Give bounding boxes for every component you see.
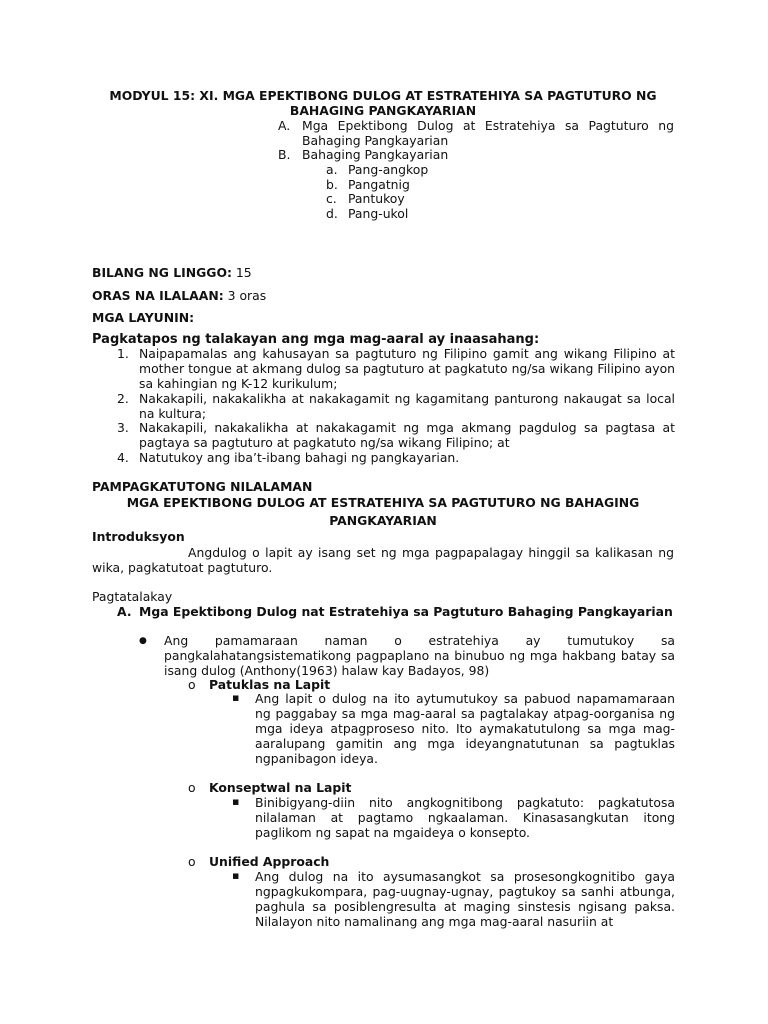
linggo-line [92,265,252,280]
objective-item-1: Naipapamalas ang kahusayan sa pagtuturo ng Filipino gamit ang wikang Filipino at mother tongue at akmang dulog sa pagtuturo at pagkatuto ng/sa wikang Filipino ayon sa kahingian ng K-12 kurikulum; [139,346,675,391]
intro-text: Angdulog o lapit ay isang set ng mga pagpapalagay hinggil sa kalikasan ng wika, pagkatutoat pagtuturo. [92,545,674,575]
sub-outline-item: Pang-ukol [348,206,409,221]
oras-line [92,288,266,303]
sub-outline-item: Pangatnig [348,177,410,192]
linggo-value: 15 [235,265,252,280]
approach-text: Ang dulog na ito aysumasangkot sa prosesongkognitibo gaya ngpagkukompara, pag-uugnay-ugnay, pagtukoy sa sanhi atbunga, paghula sa posiblengresulta at maging sinstesis ngisang paksa. Nilalayon nito namalinang ang mga mag-aaral nasuriin at [255,869,675,929]
outline-marker-b: B. [278,147,291,162]
square-bullet-icon: ▪ [232,869,240,882]
objective-number: 3. [117,420,129,435]
outline-marker-a: A. [278,118,291,133]
circle-bullet-icon: o [188,677,196,692]
approach-text: Binibigyang-diin nito angkognitibong pagkatuto: pagkatutosa nilalaman at pagtamo ngkaalaman. Kinasasangkutan itong paglikom ng sapat na mgaideya o konsepto. [255,795,675,840]
strategy-bullet-text: Ang pamamaraan naman o estratehiya ay tumutukoy sa pangkalahatangsistematikong pagpaplano na binubuo ng mga hakbang batay sa isang dulog (Anthony(1963) halaw kay Badayos, 98) [164,633,675,678]
section-marker: A. [117,604,132,619]
outline-item-a: Mga Epektibong Dulog at Estratehiya sa Pagtuturo ng Bahaging Pangkayarian [302,118,674,148]
section-title: Mga Epektibong Dulog nat Estratehiya sa Pagtuturo Bahaging Pangkayarian [139,604,673,619]
sub-outline-marker: a. [326,162,338,177]
sub-outline-marker: c. [326,191,337,206]
approach-text: Ang lapit o dulog na ito aytumutukoy sa pabuod napamamaraan ng paggabay sa mga mag-aaral sa pagtalakay atpag-oorganisa ng mga ideya atpagproseso nito. Ito aymakatutulong sa mga mag-aaralupang gamitin ang mga ideyangnatutunan sa pagtuklas ngpanibagon ideya. [255,691,675,766]
circle-bullet-icon: o [188,854,196,869]
objective-item-2: Nakakapili, nakakalikha at nakakagamit ng kagamitang panturong nakaugat sa local na kultura; [139,391,675,421]
objective-number: 2. [117,391,129,406]
bullet-icon: ● [139,636,147,646]
intro-heading: Introduksyon [92,529,185,544]
approach-title: Patuklas na Lapit [209,677,331,692]
objective-number: 4. [117,450,129,465]
sub-outline-item: Pang-angkop [348,162,429,177]
outline-item-b: Bahaging Pangkayarian [302,147,449,162]
sub-outline-marker: b. [326,177,338,192]
circle-bullet-icon: o [188,780,196,795]
objective-item-4: Natutukoy ang iba’t-ibang bahagi ng pangkayarian. [139,450,460,465]
approach-title: Unified Approach [209,854,330,869]
sub-outline-marker: d. [326,206,338,221]
layunin-label: MGA LAYUNIN: [92,310,195,325]
objective-number: 1. [117,346,129,361]
oras-label: ORAS NA ILALAAN: [92,288,224,303]
discussion-heading: Pagtatalakay [92,589,173,604]
content-title-line2: PANGKAYARIAN [329,513,437,528]
sub-outline-item: Pantukoy [348,191,405,206]
approach-title: Konseptwal na Lapit [209,780,352,795]
content-heading: PAMPAGKATUTONG NILALAMAN [92,479,313,494]
oras-value: 3 oras [227,288,267,303]
linggo-label: BILANG NG LINGGO: [92,265,232,280]
content-title-line1: MGA EPEKTIBONG DULOG AT ESTRATEHIYA SA PAGTUTURO NG BAHAGING [126,495,640,510]
objective-item-3: Nakakapili, nakakalikha at nakakagamit ng mga akmang pagdulog sa pagtasa at pagtaya sa pagtuturo at pagkatuto ng/sa wikang Filipino; at [139,420,675,450]
square-bullet-icon: ▪ [232,795,240,808]
objectives-intro: Pagkatapos ng talakayan ang mga mag-aaral ay inaasahang: [92,332,540,347]
module-title-line1: MODYUL 15: XI. MGA EPEKTIBONG DULOG AT ESTRATEHIYA SA PAGTUTURO NG [109,88,657,103]
module-title-line2: BAHAGING PANGKAYARIAN [289,103,477,118]
square-bullet-icon: ▪ [232,691,240,704]
